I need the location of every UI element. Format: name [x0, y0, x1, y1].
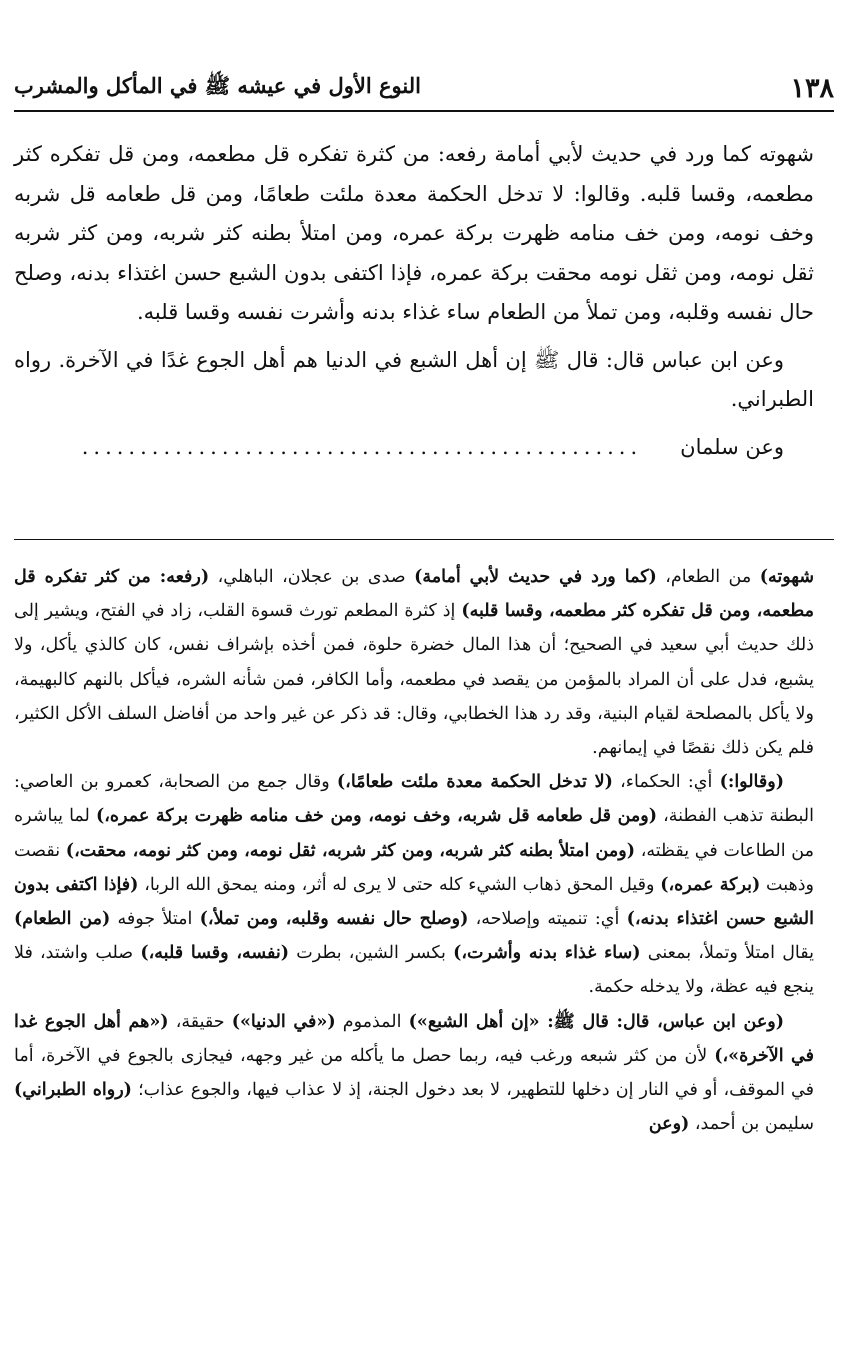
- commentary-segment: بكسر الشين، بطرت: [289, 943, 454, 964]
- commentary-segment: أي: الحكماء،: [612, 772, 720, 793]
- main-text-paragraph-2: وعن ابن عباس قال: قال ﷺ إن أهل الشبع في الدنيا هم أهل الجوع غدًا في الآخرة. رواه الطبراني.: [14, 347, 814, 411]
- quoted-matn-segment: (وعن ابن عباس، قال: قال ﷺ: «إن أهل الشبع»): [408, 1011, 785, 1032]
- quoted-matn-segment: (ساء غذاء بدنه وأشرت،): [453, 943, 641, 964]
- quoted-matn-segment: (وصلح حال نفسه وقلبه، ومن تملأ،): [199, 909, 469, 930]
- commentary-segment: يقال امتلأ وتملأ، بمعنى: [640, 943, 814, 964]
- quoted-matn-segment: (ومن قل طعامه قل شربه، وخف نومه، ومن خف منامه ظهرت بركة عمره،): [95, 806, 658, 827]
- commentary-segment: لما يباشره من الطاعات في يقظته،: [14, 806, 814, 861]
- main-text-paragraph-1: شهوته كما ورد في حديث لأبي أمامة رفعه: من كثرة تفكره قل مطعمه، ومن قل تفكره كثر مطعمه، وقسا قلبه. وقالوا: لا تدخل الحكمة معدة ملئت طعامًا، ومن قل طعامه قل شربه وخف نومه، ومن خف منامه ظهرت بركة عمره، ومن امتلأ بطنه كثر شربه، ومن كثر شربه ثقل نومه، ومن ثقل نومه محقت بركة عمره، فإذا اكتفى بدون الشبع حسن اغتذاء بدنه، وصلح حال نفسه وقلبه، ومن تملأ من الطعام ساء غذاء بدنه وأشرت نفسه وقسا قلبه.: [14, 142, 814, 324]
- commentary-segment: امتلأ جوفه: [110, 909, 200, 930]
- quoted-matn-segment: (بركة عمره،): [660, 874, 761, 895]
- quoted-matn-segment: (فإذا اكتفى بدون الشبع حسن اغتذاء بدنه،): [14, 874, 815, 930]
- quoted-matn-segment: (من الطعام): [14, 909, 111, 930]
- commentary-paragraph-2: [14, 765, 814, 1004]
- header-rule: [14, 110, 834, 112]
- commentary-segment: وقال جمع من الصحابة، كعمرو بن العاصي: البطنة تذهب الفطنة،: [14, 772, 814, 827]
- quoted-matn-segment: (رواه الطبراني): [14, 1080, 132, 1101]
- quoted-matn-segment: (ومن امتلأ بطنه كثر شربه، ومن كثر شربه، ثقل نومه، ومن كثر نومه، محقت،): [65, 840, 635, 861]
- quoted-matn-segment: (نفسه، وقسا قلبه،): [140, 943, 290, 964]
- page-number: ١٣٨: [790, 73, 834, 104]
- quoted-matn-segment: شهوته): [759, 567, 814, 587]
- main-text-trailing-phrase: وعن سلمان: [680, 434, 784, 459]
- commentary-paragraph-3: [14, 1005, 814, 1142]
- commentary-text: [14, 560, 814, 1141]
- quoted-matn-segment: («في الدنيا»): [231, 1011, 336, 1032]
- commentary-segment: صلب واشتد، فلا ينجع فيه عظة، ولا يدخله حكمة.: [14, 943, 814, 998]
- main-text: [14, 135, 814, 467]
- commentary-separator: [14, 539, 834, 540]
- quoted-matn-segment: (وقالوا:): [719, 772, 784, 793]
- commentary-segment: حقيقة،: [168, 1011, 232, 1032]
- quoted-matn-segment: («هم أهل الجوع غدا في الآخرة»،): [14, 1011, 814, 1066]
- quoted-matn-segment: (لا تدخل الحكمة معدة ملئت طعامًا،): [336, 772, 613, 793]
- commentary-segment: نقصت وذهبت: [14, 840, 814, 895]
- page-header: [14, 64, 834, 104]
- commentary-segment: إذ كثرة المطعم تورث قسوة القلب، زاد في الفتح، ويشير إلى ذلك حديث أبي سعيد في الصحيح؛ أن هذا المال خضرة حلوة، فمن أخذه بإشراف نفس، كان كالذي يأكل، ولا يشبع، فدل على أن المراد بالمؤمن من يقصد في مطعمه، وأما الكافر، فمن شأنه الشره، فيأكل بالنهم كالبهيمة، ولا يأكل بالمصلحة لقيام البنية، وقد رد هذا الخطابي، وقال: قد ذكر عن غير واحد من أفاضل السلف الأكل الكثير، فلم يكن ذلك نقصًا في إيمانهم.: [14, 601, 814, 759]
- main-text-paragraph-3: [14, 428, 814, 468]
- quoted-matn-segment: (كما ورد في حديث لأبي أمامة): [414, 567, 657, 587]
- commentary-segment: سليمن بن أحمد،: [689, 1114, 814, 1135]
- commentary-segment: أي: تنميته وإصلاحه،: [468, 909, 627, 930]
- commentary-segment: لأن من كثر شبعه ورغب فيه، ربما حصل ما يأكله من غير وجهه، فيجازى بالجوع في الآخرة، أما في الموقف، أو في النار إن دخلها للتطهير، لا بعد دخول الجنة، إذ لا عذاب فيها، والجوع عذاب؛: [14, 1045, 815, 1101]
- commentary-segment: من الطعام،: [656, 567, 760, 587]
- quoted-matn-segment: (رفعه: من كثر تفكره قل مطعمه، ومن قل تفكره كثر مطعمه، وقسا قلبه): [14, 567, 814, 622]
- commentary-segment: وقيل المحق ذهاب الشيء كله حتى لا يرى له أثر، ومنه يمحق الله الربا،: [138, 874, 661, 895]
- running-title: النوع الأول في عيشه ﷺ في المأكل والمشرب: [14, 73, 421, 98]
- ellipsis-dots: ................................................: [81, 434, 643, 459]
- commentary-segment: صدى بن عجلان، الباهلي،: [209, 567, 415, 587]
- commentary-paragraph-1: [14, 560, 814, 765]
- commentary-segment: المذموم: [335, 1011, 409, 1032]
- quoted-matn-segment: (وعن: [648, 1114, 690, 1135]
